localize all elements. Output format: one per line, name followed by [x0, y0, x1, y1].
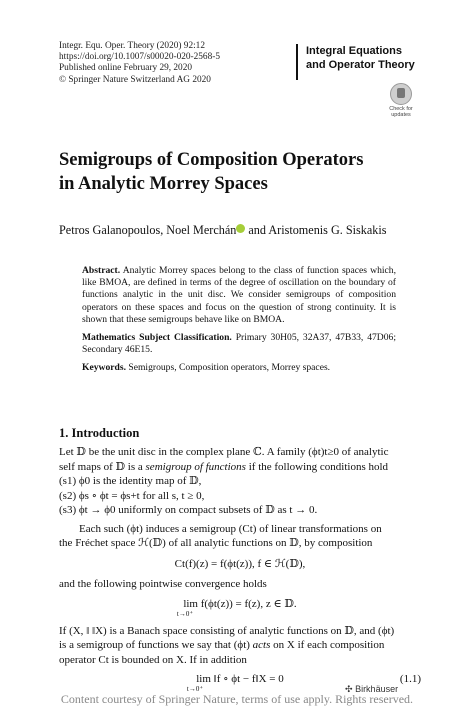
body-line-1: Let 𝔻 be the unit disc in the complex plane ℂ. A family (ϕt)t≥0 of analytic — [59, 446, 389, 458]
msc-text: Primary 30H05, 32A37, 47B33, 47D06; Secondary 46E15. — [82, 332, 396, 356]
equation-1-1: lim ‖f ∘ ϕt − f‖X = 0 (1.1) — [196, 673, 421, 685]
title-line2: in Analytic Morrey Spaces — [59, 174, 268, 194]
equation-composition: Ct(f)(z) = f(ϕt(z)), f ∈ ℋ(𝔻), — [174, 557, 306, 570]
publisher-name: Birkhäuser — [355, 684, 399, 694]
msc-label: Mathematics Subject Classification. — [82, 332, 232, 344]
condition-s1: (s1) ϕ0 is the identity map of 𝔻, — [59, 475, 202, 487]
author-list — [59, 223, 387, 238]
body-text — [59, 445, 421, 693]
paragraph-3: and the following pointwise convergence holds — [59, 578, 267, 590]
equation-1-1-subscript: t→0⁺ — [186, 685, 204, 693]
abstract-text: Analytic Morrey spaces belong to the class of function spaces which, like BMOA, are defined in terms of the degree of oscillation on the boundary of functions analytic in the unit disc. We consider semigroups of composition operators on these spaces and focus on the question of strong continuity. It is shown that these semigroups behave like on BMOA. — [82, 265, 396, 325]
journal-name-box — [296, 44, 424, 80]
check-for-updates-badge[interactable] — [384, 83, 418, 117]
authors-part2: and Aristomenis G. Siskakis — [248, 223, 387, 237]
journal-name-line2: and Operator Theory — [306, 59, 415, 71]
badge-label-line2: updates — [391, 112, 411, 118]
condition-s3: (s3) ϕt → ϕ0 uniformly on compact subsets of 𝔻 as t → 0. — [59, 504, 318, 516]
paragraph-2b: the Fréchet space ℋ(𝔻) of all analytic functions on 𝔻, by composition — [59, 537, 373, 549]
acts-term: acts — [252, 639, 271, 651]
semigroup-term: semigroup of functions — [145, 460, 246, 473]
title-line1: Semigroups of Composition Operators — [59, 150, 364, 170]
published-date: Published online February 29, 2020 — [59, 63, 192, 74]
article-metadata — [59, 41, 220, 86]
courtesy-notice: Content courtesy of Springer Nature, terms of use apply. Rights reserved. — [60, 692, 414, 706]
orcid-icon[interactable] — [236, 224, 245, 233]
keywords-label: Keywords. — [82, 362, 126, 374]
badge-label-line1: Check for — [389, 106, 413, 112]
body-line-2: self maps of 𝔻 is a semigroup of functions if the following conditions hold — [59, 460, 389, 473]
paragraph-2: Each such (ϕt) induces a semigroup (Ct) of linear transformations on — [79, 522, 382, 535]
paper-title — [59, 148, 363, 196]
abstract-block — [82, 265, 396, 381]
section-heading: 1. Introduction — [59, 426, 140, 440]
paragraph-4b: is a semigroup of functions we say that (ϕt) acts on X if each composition — [59, 639, 385, 651]
bookmark-icon — [390, 83, 412, 105]
paragraph-4: If (X, ‖ ‖X) is a Banach space consisting of analytic functions on 𝔻, and (ϕt) — [59, 624, 395, 637]
copyright-line: © Springer Nature Switzerland AG 2020 — [59, 74, 211, 85]
condition-s2: (s2) ϕs ∘ ϕt = ϕs+t for all s, t ≥ 0, — [59, 489, 205, 502]
abstract-label: Abstract. — [82, 265, 121, 276]
keywords-text: Semigroups, Composition operators, Morrey spaces. — [128, 362, 331, 374]
equation-limit: lim f(ϕt(z)) = f(z), z ∈ 𝔻. — [183, 597, 297, 610]
equation-number: (1.1) — [399, 673, 421, 685]
authors-part1: Petros Galanopoulos, Noel Merchán — [59, 223, 237, 237]
journal-name-line1: Integral Equations — [306, 45, 402, 57]
birkhauser-icon: ✣ — [345, 684, 353, 694]
doi-link[interactable]: https://doi.org/10.1007/s00020-020-2568-5 — [59, 52, 220, 63]
paragraph-4c: operator Ct is bounded on X. If in addition — [59, 653, 247, 666]
citation-line: Integr. Equ. Oper. Theory (2020) 92:12 — [59, 41, 205, 51]
equation-limit-subscript: t→0⁺ — [176, 609, 194, 618]
